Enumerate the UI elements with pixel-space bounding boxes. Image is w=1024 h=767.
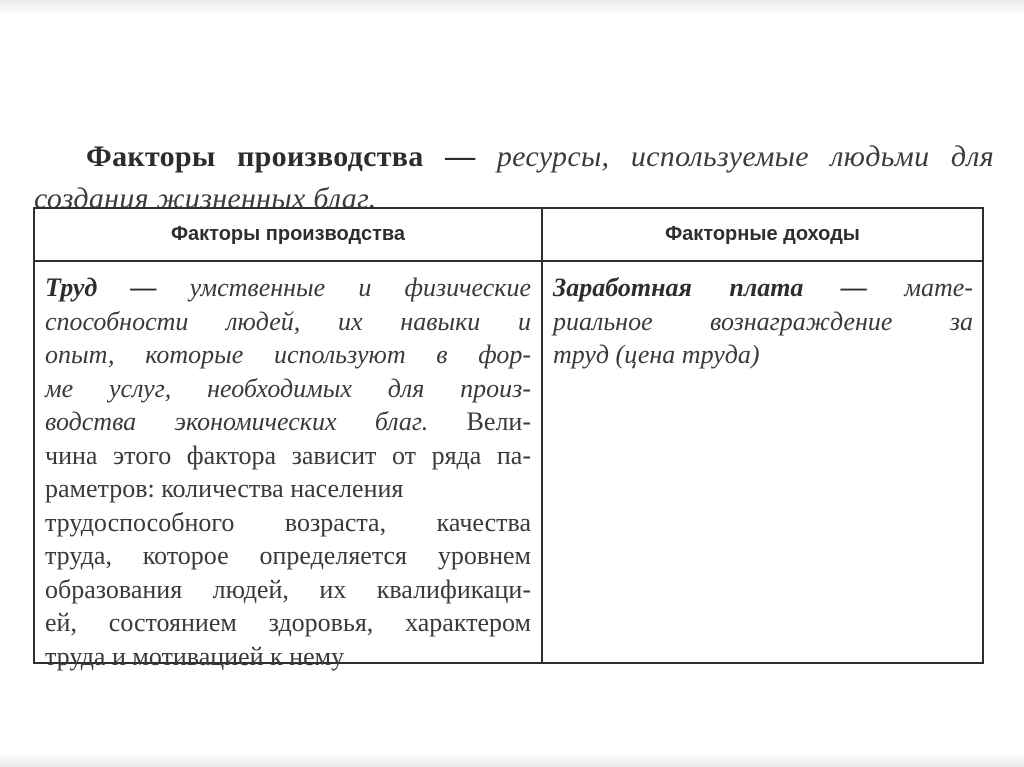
labor-roman-line: чина этого фактора зависит от ряда па- (45, 440, 531, 470)
wage-line: труд (цена труда) (553, 340, 760, 369)
labor-italic-line: водства экономических благ. (45, 407, 429, 436)
labor-roman-tail: Вели- (428, 407, 531, 436)
definition-text: ресурсы, используемые людьми для создания жизненных благ. (34, 140, 995, 215)
labor-roman-line: трудоспособного возраста, качества (45, 507, 531, 537)
factors-table (33, 207, 984, 671)
definition-term: Факторы производства (86, 140, 424, 173)
labor-label: Труд (45, 273, 98, 302)
wage-line-1 (553, 271, 973, 305)
definition-dash: — (423, 140, 497, 173)
labor-dash: — (97, 273, 190, 302)
header-incomes: Факторные доходы (665, 223, 860, 245)
labor-italic-line: опыт, которые используют в фор- (45, 340, 531, 369)
column-divider (541, 209, 543, 662)
top-shadow-bar (0, 0, 1024, 14)
labor-roman-line: образования людей, их квалификаци- (45, 574, 531, 604)
table-header-row (35, 209, 982, 262)
labor-mixed-line (45, 405, 531, 439)
labor-roman-line: ей, состоянием здоровья, характером (45, 608, 531, 637)
wage-dash: — (803, 273, 905, 302)
wage-line: мате- (904, 273, 973, 302)
labor-italic-line: ме услуг, необходимых для произ- (45, 373, 531, 403)
labor-italic-line: умственные и физические (189, 273, 531, 302)
labor-roman-line: труда, которое определяется уровнем (45, 541, 531, 570)
header-factors: Факторы производства (170, 223, 406, 245)
labor-line-1 (45, 271, 531, 305)
labor-roman-line: раметров: количества населения (45, 474, 404, 503)
wage-label: Заработная плата (553, 273, 804, 302)
labor-italic-line: способности людей, их навыки и (45, 306, 531, 336)
labor-roman-line: труда и мотивацией к нему (45, 641, 345, 671)
cell-labor (45, 271, 531, 673)
cell-wage (553, 271, 973, 372)
bottom-shadow-bar (0, 753, 1024, 767)
wage-line: риальное вознаграждение за (553, 306, 973, 336)
